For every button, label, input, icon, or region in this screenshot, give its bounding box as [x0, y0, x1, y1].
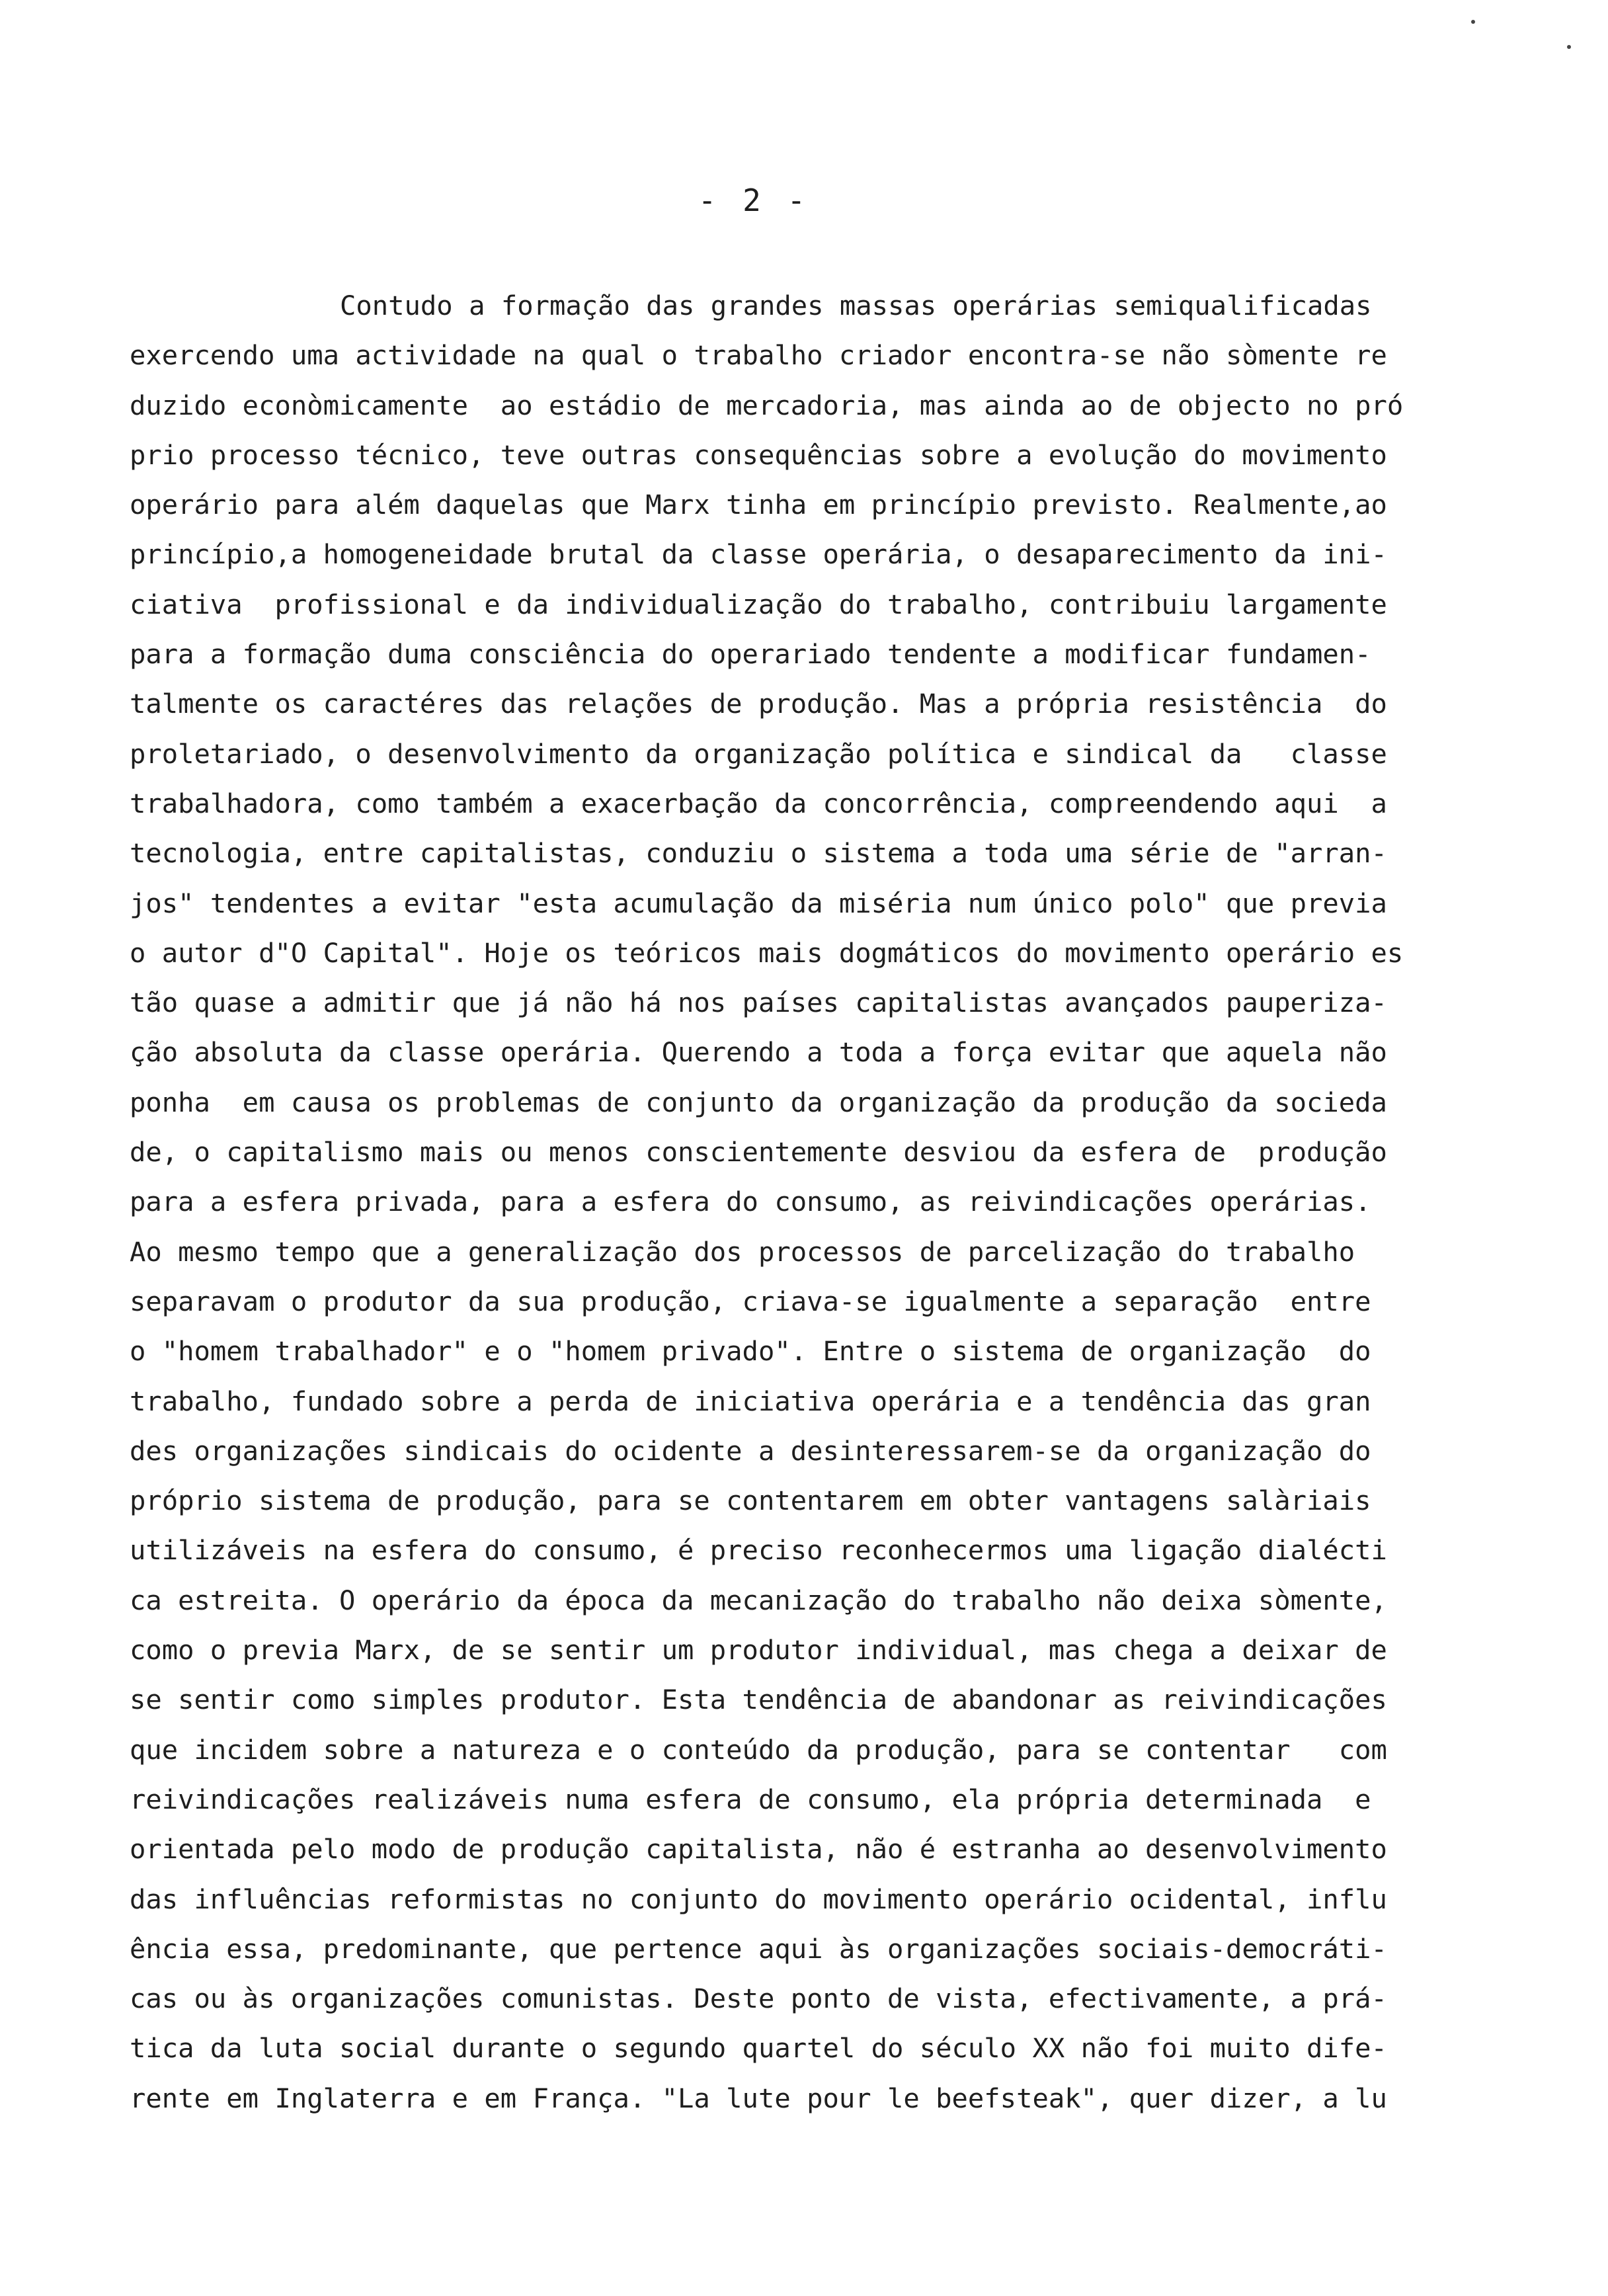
text-line: trabalhadora, como também a exacerbação da concorrência, compreendendo aqui a — [130, 787, 1387, 819]
text-line: separavam o produtor da sua produção, criava-se igualmente a separação entre — [130, 1285, 1371, 1317]
body-paragraph — [130, 281, 1426, 2123]
page-number: - 2 - — [698, 183, 810, 218]
text-line: das influências reformistas no conjunto do movimento operário ocidental, influ — [130, 1883, 1387, 1915]
text-line: para a esfera privada, para a esfera do consumo, as reivindicações operárias. — [130, 1186, 1371, 1218]
text-line: princípio,a homogeneidade brutal da classe operária, o desaparecimento da ini- — [130, 538, 1387, 571]
text-line: de, o capitalismo mais ou menos conscientemente desviou da esfera de produção — [130, 1136, 1387, 1168]
text-line: ponha em causa os problemas de conjunto da organização da produção da socieda — [130, 1086, 1387, 1118]
text-line: que incidem sobre a natureza e o conteúdo da produção, para se contentar com — [130, 1733, 1387, 1766]
text-line: duzido econòmicamente ao estádio de mercadoria, mas ainda ao de objecto no pró — [130, 389, 1404, 421]
text-line: talmente os caractéres das relações de produção. Mas a própria resistência do — [130, 688, 1387, 720]
text-line: rente em Inglaterra e em França. "La lute pour le beefsteak", quer dizer, a lu — [130, 2082, 1387, 2114]
scan-speck — [1471, 20, 1475, 24]
text-line: próprio sistema de produção, para se contentarem em obter vantagens salàriais — [130, 1485, 1371, 1517]
text-line: utilizáveis na esfera do consumo, é preciso reconhecermos uma ligação dialécti — [130, 1534, 1387, 1567]
text-line: como o previa Marx, de se sentir um produtor individual, mas chega a deixar de — [130, 1634, 1387, 1666]
text-line: des organizações sindicais do ocidente a desinteressarem-se da organização do — [130, 1434, 1371, 1467]
text-line: tão quase a admitir que já não há nos países capitalistas avançados pauperiza- — [130, 987, 1387, 1019]
text-line: cas ou às organizações comunistas. Deste ponto de vista, efectivamente, a prá- — [130, 1983, 1387, 2015]
text-line: o autor d"O Capital". Hoje os teóricos mais dogmáticos do movimento operário es — [130, 936, 1404, 969]
text-line: operário para além daquelas que Marx tinha em princípio previsto. Realmente,ao — [130, 489, 1387, 521]
text-line: ção absoluta da classe operária. Querendo a toda a força evitar que aquela não — [130, 1036, 1387, 1069]
text-line: tecnologia, entre capitalistas, conduziu o sistema a toda uma série de "arran- — [130, 837, 1387, 870]
text-line: trabalho, fundado sobre a perda de iniciativa operária e a tendência das gran — [130, 1385, 1371, 1417]
text-line: exercendo uma actividade na qual o trabalho criador encontra-se não sòmente re — [130, 339, 1387, 372]
text-line: prio processo técnico, teve outras consequências sobre a evolução do movimento — [130, 438, 1387, 471]
text-line: ca estreita. O operário da época da mecanização do trabalho não deixa sòmente, — [130, 1584, 1387, 1616]
text-line: orientada pelo modo de produção capitalista, não é estranha ao desenvolvimento — [130, 1833, 1387, 1866]
text-line: para a formação duma consciência do operariado tendente a modificar fundamen- — [130, 638, 1371, 671]
text-line: reivindicações realizáveis numa esfera de consumo, ela própria determinada e — [130, 1783, 1371, 1815]
text-line: se sentir como simples produtor. Esta tendência de abandonar as reivindicações — [130, 1684, 1387, 1716]
scan-speck — [1567, 45, 1571, 49]
text-line: ciativa profissional e da individualização do trabalho, contribuiu largamente — [130, 588, 1387, 620]
text-line: jos" tendentes a evitar "esta acumulação da miséria num único polo" que previa — [130, 887, 1387, 919]
text-line: Contudo a formação das grandes massas operárias semiqualificadas — [340, 290, 1372, 321]
text-line: Ao mesmo tempo que a generalização dos processos de parcelização do trabalho — [130, 1235, 1355, 1268]
text-line: tica da luta social durante o segundo quartel do século XX não foi muito dife- — [130, 2032, 1387, 2065]
text-line: o "homem trabalhador" e o "homem privado". Entre o sistema de organização do — [130, 1335, 1371, 1368]
text-line: ência essa, predominante, que pertence aqui às organizações sociais-democráti- — [130, 1932, 1387, 1965]
text-line: proletariado, o desenvolvimento da organização política e sindical da classe — [130, 737, 1387, 770]
